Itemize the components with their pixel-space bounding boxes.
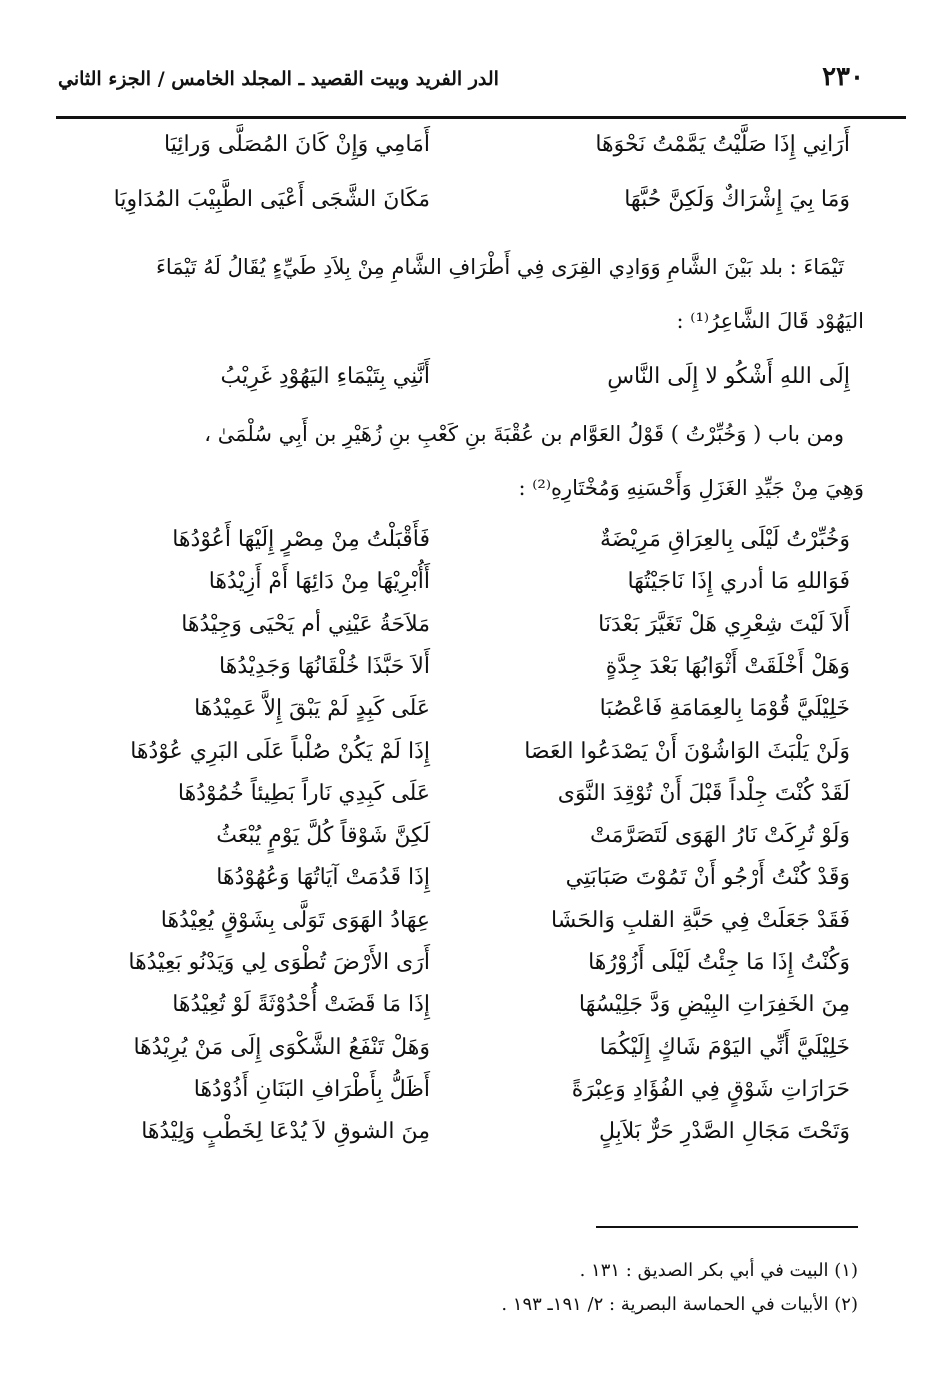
paragraph-line: اليَهُوْد قَالَ الشَّاعِرُ⁽¹⁾ : <box>676 309 864 333</box>
verse-first-hemistich: لَقَدْ كُنْتَ جِلْداً قَبْلَ أَنْ تُوْقِدَ النَّوَى <box>557 780 850 806</box>
paragraph-line: وَهِيَ مِنْ جَيِّدِ الغَزَلِ وَأَحْسَنِهِ وَمُخْتَارِهِ⁽²⁾ : <box>518 476 864 500</box>
verse-line <box>100 950 850 986</box>
verse-first-hemistich: وَهَلْ أَخْلَقَتْ أَثْوَابُهَا بَعْدَ جِدَّةٍ <box>605 653 850 679</box>
verse-second-hemistich: أَنَّنِي بِتَيْمَاءِ اليَهُوْدِ غَرِيْبُ <box>220 364 430 389</box>
verse-second-hemistich: أَأُبْرِيْهَا مِنْ دَائِهَا أَمْ أَزِيْدُهَا <box>208 569 430 595</box>
verse-second-hemistich: عَلَى كَبِدِي نَاراً بَطِيئاً خُمُوْدُهَا <box>177 780 430 806</box>
verse-first-hemistich: أَرَانِي إِذَا صَلَّيْتُ يَمَّمْتُ نَحْوَهَا <box>595 132 850 157</box>
verse-first-hemistich: خَلِيْلَيَّ قُوْمَا بِالعِمَامَةِ فَاعْصُبَا <box>599 696 850 722</box>
paragraph-line: ومن باب ( وَخُبِّرْتُ ) قَوْلُ العَوَّام بن عُقْبَةَ بنِ كَعْبِ بنِ زُهَيْرِ بن أَبِي سُلْمَىٰ ، <box>204 422 844 446</box>
running-header-title: الدر الفريد وبيت القصيد ـ المجلد الخامس / الجزء الثاني <box>58 68 499 90</box>
footnote-1: (١) البيت في أبي بكر الصديق : ١٣١ . <box>579 1260 858 1281</box>
verse-second-hemistich: مَلاَحَةُ عَيْنِي أم يَحْيَى وَجِيْدُهَا <box>181 611 430 637</box>
verse-second-hemistich: وَهَلْ تَنْفَعُ الشَّكْوَى إِلَى مَنْ يُرِيْدُهَا <box>133 1034 430 1060</box>
verse-first-hemistich: فَوَاللهِ مَا أدري إِذَا نَاجَيْتُهَا <box>627 569 850 595</box>
verse-line <box>100 1077 850 1113</box>
verse-line <box>100 527 850 563</box>
verse-line <box>100 364 850 400</box>
paragraph-tayma <box>74 240 864 348</box>
paragraph-intro <box>74 407 864 515</box>
verse-line <box>100 823 850 859</box>
verse-line <box>100 132 850 168</box>
footnote-rule <box>596 1226 858 1228</box>
header-rule <box>56 116 906 119</box>
verse-second-hemistich: عِهَادُ الهَوَى تَوَلَّى بِشَوْقٍ يُعِيْدُهَا <box>160 907 430 933</box>
verse-first-hemistich: خَلِيْلَيَّ أَنِّي اليَوْمَ شَاكٍ إِلَيْكُمَا <box>599 1034 850 1060</box>
verse-line <box>100 654 850 690</box>
verse-line <box>100 187 850 223</box>
verse-line <box>100 1119 850 1155</box>
verse-second-hemistich: أَرَى الأَرْضَ تُطْوَى لِي وَيَدْنُو بَعِيْدُهَا <box>128 950 430 975</box>
verse-second-hemistich: أَمَامِي وَإِنْ كَانَ المُصَلَّى وَرائِيَا <box>164 132 430 157</box>
verse-second-hemistich: أَظَلُّ بِأَطْرَافِ البَنَانِ أَذُوْدُهَا <box>193 1076 430 1102</box>
verse-second-hemistich: أَلاَ حَبَّذَا خُلْقَانُهَا وَجَدِيْدُهَا <box>219 653 430 679</box>
verse-first-hemistich: وَكُنْتُ إِذَا مَا جِئْتُ لَيْلَى أَزُوْرُهَا <box>588 950 850 975</box>
verse-line <box>100 612 850 648</box>
verse-first-hemistich: مِنَ الخَفِرَاتِ البِيْضِ وَدَّ جَلِيْسُهَا <box>578 992 850 1018</box>
footnote-2: (٢) الأبيات في الحماسة البصرية : ٢/ ١٩١ـ ١٩٣ . <box>501 1294 858 1315</box>
paragraph-line: تَيْمَاءَ : بلد بَيْنَ الشَّامِ وَوَادِي القِرَى فِي أَطْرَافِ الشَّامِ مِنْ بِلاَدِ طَيِّءٍ يُقَالُ لَهُ تَيْمَاءَ <box>155 255 844 279</box>
verse-first-hemistich: وَلَوْ تُرِكَتْ نَارُ الهَوَى لَتَصَرَّمَتْ <box>590 823 850 849</box>
verse-first-hemistich: وَلَنْ يَلْبَثَ الوَاشُوْنَ أَنْ يَصْدَعُوا العَصَا <box>524 738 850 764</box>
verse-first-hemistich: فَقَدْ جَعَلَتْ فِي حَبَّةِ القلبِ وَالحَشَا <box>551 907 850 933</box>
verse-second-hemistich: عَلَى كَبِدٍ لَمْ يَبْقَ إِلاَّ عَمِيْدُهَا <box>194 696 430 722</box>
verse-second-hemistich: مَكَانَ الشَّجَى أَعْيَى الطَّبِيْبَ المُدَاوِيَا <box>113 187 430 212</box>
verse-first-hemistich: حَرَارَاتِ شَوْقٍ فِي الفُؤَادِ وَعِبْرَةً <box>571 1076 850 1102</box>
verse-first-hemistich: أَلاَ لَيْتَ شِعْرِي هَلْ تَغَيَّرَ بَعْدَنَا <box>598 611 850 637</box>
verse-line <box>100 865 850 901</box>
verse-first-hemistich: وَقَدْ كُنْتُ أَرْجُو أَنْ تَمُوْتَ صَبَابَتِي <box>565 865 850 891</box>
verse-second-hemistich: إِذَا قَدُمَتْ آيَاتُهَا وَعُهُوْدُهَا <box>216 865 430 891</box>
verse-line <box>100 781 850 817</box>
verse-line <box>100 1035 850 1071</box>
verse-first-hemistich: وَتَحْتَ مَجَالِ الصَّدْرِ حَرٌّ بَلاَبِلٍ <box>598 1119 850 1145</box>
verse-line <box>100 569 850 605</box>
verse-second-hemistich: فَأَقْبَلْتُ مِنْ مِصْرٍ إِلَيْهَا أَعُوْدُهَا <box>172 527 430 552</box>
verse-line <box>100 739 850 775</box>
page-number: ٢٣٠ <box>822 62 864 92</box>
verse-second-hemistich: إِذَا لَمْ يَكُنْ صُلْباً عَلَى البَرِي عُوْدُهَا <box>130 738 430 764</box>
verse-line <box>100 908 850 944</box>
verse-second-hemistich: مِنَ الشوقِ لاَ يُدْعَا لِخَطْبٍ وَلِيْدُهَا <box>141 1119 430 1145</box>
verse-first-hemistich: وَمَا بِيَ إِشْرَاكٌ وَلَكِنَّ حُبَّهَا <box>624 187 850 212</box>
verse-line <box>100 992 850 1028</box>
verse-line <box>100 696 850 732</box>
verse-second-hemistich: إِذَا مَا قَضَتْ أُحْدُوْثَةً لَوْ تُعِيْدُهَا <box>172 992 430 1018</box>
verse-second-hemistich: لَكِنَّ شَوْقاً كُلَّ يَوْمٍ يُبْعَثُ <box>216 823 430 849</box>
verse-first-hemistich: إِلَى اللهِ أَشْكُو لا إِلَى النَّاسِ <box>607 364 850 389</box>
verse-first-hemistich: وَخُبِّرْتُ لَيْلَى بِالعِرَاقِ مَرِيْضَةٌ <box>599 527 850 552</box>
